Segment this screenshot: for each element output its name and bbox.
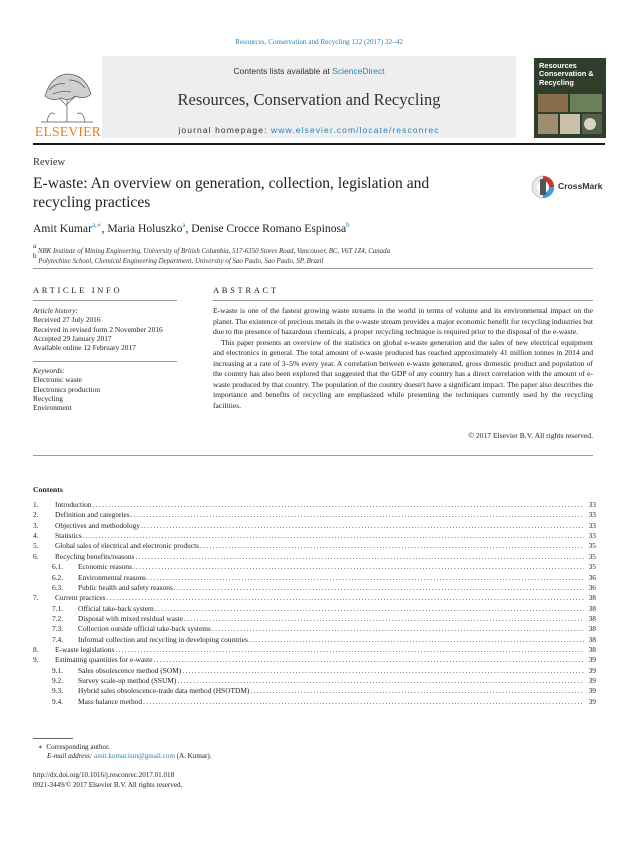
toc-leader-dots: [143, 697, 584, 707]
toc-entry-title: Current practices: [55, 593, 106, 603]
toc-entry-page: 39: [588, 696, 596, 706]
toc-entry[interactable]: [33, 645, 596, 655]
article-history-label: Article history:: [33, 306, 78, 315]
keyword: Electronic waste: [33, 375, 83, 385]
toc-entry-title: Collection outside official take-back systems: [78, 624, 211, 634]
journal-cover-thumbnail[interactable]: [534, 58, 606, 138]
toc-entry-number: 2.: [33, 510, 39, 520]
toc-entry-number: 4.: [33, 531, 39, 541]
keywords-label: Keywords:: [33, 366, 65, 375]
toc-leader-dots: [184, 614, 584, 624]
toc-entry-page: 33: [588, 500, 596, 509]
footnote-divider: [33, 738, 73, 739]
article-type: Review: [33, 157, 66, 168]
toc-entry-title: E-waste legislations: [55, 645, 115, 655]
toc-entry[interactable]: [33, 635, 596, 645]
keyword: Environment: [33, 403, 72, 413]
toc-entry-number: 7.3.: [52, 624, 64, 634]
toc-leader-dots: [133, 562, 584, 572]
affiliation-text: Polytechinc School, Chemical Engineering Department, University of Sao Paulo, Sao Paulo, SP, Brazil: [38, 258, 324, 265]
article-title-line2: recycling practices: [33, 194, 151, 211]
toc-entry-page: 38: [588, 645, 596, 655]
cover-title-line3: Recycling: [539, 77, 574, 87]
toc-entry-title: Objectives and methodology: [55, 520, 140, 530]
toc-leader-dots: [107, 593, 584, 603]
toc-entry[interactable]: [33, 562, 596, 572]
toc-entry-title: Hybrid sales obsolescence-trade data method (HSOTDM): [78, 686, 250, 696]
toc-entry-title: Recycling benefits/reasons: [55, 551, 135, 561]
toc-leader-dots: [147, 573, 584, 583]
author-list: [33, 221, 350, 235]
author-affiliation-marker[interactable]: b: [346, 221, 350, 229]
toc-entry-page: 33: [588, 531, 596, 541]
toc-entry-page: 38: [588, 624, 596, 634]
toc-leader-dots: [135, 552, 584, 562]
abstract-copyright: © 2017 Elsevier B.V. All rights reserved.: [468, 431, 593, 440]
publisher-name: ELSEVIER: [34, 124, 102, 139]
email-label: E-mail address:: [47, 752, 93, 760]
toc-entry-number: 9.1.: [52, 665, 64, 675]
article-info-heading: ARTICLE INFO: [33, 285, 123, 295]
toc-entry[interactable]: [33, 593, 596, 603]
toc-leader-dots: [177, 676, 584, 686]
toc-entry[interactable]: [33, 697, 596, 707]
toc-leader-dots: [83, 531, 584, 541]
journal-homepage: [102, 125, 516, 135]
abstract-paragraph: This paper presents an overview of the statistics on global e-waste generation and the sales of new electrical equipment and electronics in general. The total amount of e-waste produced has reached approximately 41 million tonnes in 2014 and increasing at a rate of 3–5% every year. A correlation between e-waste generated, gross domestic product and population of the country has also been explored that suggested that the GDP of any country has a direct correlation with the amount of e-waste produced by that country. The population of the country doesn't have a significant impact. The paper also describes the importance and benefits of recycling are emphasized while presenting the techniques currently used by the recycling facilities.: [213, 337, 593, 410]
article-history: [33, 306, 203, 352]
toc-entry-title: Survey scale-up method (SSUM): [78, 676, 177, 686]
history-entry: Available online 12 February 2017: [33, 343, 136, 353]
affiliation-label: b: [33, 252, 37, 260]
toc-leader-dots: [212, 624, 584, 634]
article-title-line1: E-waste: An overview on generation, collection, legislation and: [33, 175, 430, 192]
cover-image: [538, 94, 602, 134]
toc-entry[interactable]: [33, 531, 596, 541]
email-note: [47, 752, 212, 760]
toc-entry[interactable]: [33, 614, 596, 624]
article-title: [33, 174, 503, 212]
sciencedirect-link[interactable]: ScienceDirect: [332, 66, 385, 76]
abstract-paragraph: E-waste is one of the fastest growing waste streams in the world in terms of volume and its environmental impact on the planet. The existence of precious metals in the e-waste stream provides a major economic benefit for recycling industries but due to the presence of hazardous chemicals, a proper recycling technique is required prior to the disposal of the e-waste.: [213, 306, 593, 336]
toc-entry-title: Statistics: [55, 531, 82, 541]
abstract-bottom-divider: [33, 455, 593, 456]
keyword: Recycling: [33, 393, 63, 403]
affiliation-b: [33, 252, 323, 265]
journal-title: Resources, Conservation and Recycling: [177, 90, 441, 109]
toc-entry-page: 38: [588, 603, 596, 613]
toc-entry[interactable]: [33, 552, 596, 562]
toc-entry-title: Official take-back system: [78, 603, 154, 613]
toc-entry-page: 36: [588, 572, 596, 582]
toc-entry[interactable]: [33, 541, 596, 551]
author-separator: ,: [185, 222, 192, 235]
toc-leader-dots: [174, 583, 584, 593]
toc-leader-dots: [200, 541, 584, 551]
author-email-link[interactable]: amit.kumar.ism@gmail.com: [94, 752, 175, 760]
toc-entry-page: 33: [588, 510, 596, 520]
homepage-prefix: journal homepage:: [178, 125, 271, 135]
toc-entry-page: 36: [588, 582, 596, 592]
cover-title: [539, 62, 601, 87]
toc-entry-title: Global sales of electrical and electronic products: [55, 541, 200, 551]
toc-entry[interactable]: [33, 624, 596, 634]
keywords-divider: [33, 361, 177, 362]
toc-leader-dots: [115, 645, 584, 655]
toc-entry-page: 39: [588, 665, 596, 675]
toc-entry-number: 1.: [33, 500, 39, 509]
toc-entry-page: 33: [588, 520, 596, 530]
author-affiliation-marker[interactable]: a,∗: [91, 221, 102, 229]
toc-entry-number: 9.4.: [52, 696, 64, 706]
affiliation-divider: [33, 268, 593, 269]
toc-leader-dots: [249, 635, 584, 645]
toc-entry-title: Sales obsolescence method (SOM): [78, 665, 182, 675]
toc-entry-title: Public health and safety reasons: [78, 582, 173, 592]
affiliation-label: a: [33, 242, 37, 250]
toc-entry-page: 35: [588, 551, 596, 561]
toc-leader-dots: [93, 500, 584, 510]
toc-entry-number: 7.1.: [52, 603, 64, 613]
history-entry: Accepted 29 January 2017: [33, 333, 112, 343]
toc-entry-number: 9.3.: [52, 686, 64, 696]
toc-entry-number: 9.: [33, 655, 39, 665]
email-owner: (A. Kumar).: [176, 752, 212, 760]
abstract-divider: [213, 300, 593, 301]
toc-entry-number: 6.3.: [52, 582, 64, 592]
keywords-block: [33, 366, 203, 412]
article-info-divider: [33, 300, 177, 301]
toc-entry-title: Economic reasons: [78, 562, 132, 572]
toc-leader-dots: [250, 686, 584, 696]
crossmark-label: CrossMark: [558, 181, 603, 191]
toc-entry-number: 8.: [33, 645, 39, 655]
crossmark-icon: [531, 175, 555, 199]
toc-entry[interactable]: [33, 666, 596, 676]
table-of-contents: [33, 500, 596, 707]
author-name[interactable]: Maria Holuszko: [107, 222, 183, 235]
toc-entry[interactable]: [33, 676, 596, 686]
cover-title-line2: Conservation &: [539, 69, 594, 79]
toc-leader-dots: [131, 510, 584, 520]
issn-line: 0921-3449/© 2017 Elsevier B.V. All rights reserved.: [33, 781, 183, 789]
toc-entry-number: 6.2.: [52, 572, 64, 582]
toc-entry-title: Introduction: [55, 500, 92, 509]
toc-entry-title: Disposal with mixed residual waste: [78, 613, 184, 623]
toc-entry[interactable]: [33, 500, 596, 510]
toc-entry[interactable]: [33, 573, 596, 583]
toc-entry-page: 38: [588, 593, 596, 603]
toc-entry[interactable]: [33, 510, 596, 520]
toc-entry[interactable]: [33, 686, 596, 696]
toc-entry-page: 39: [588, 655, 596, 665]
toc-entry-title: Definition and categories: [55, 510, 130, 520]
toc-entry-title: Estimating quantities for e-waste: [55, 655, 153, 665]
toc-leader-dots: [182, 666, 584, 676]
corresponding-marker: ∗: [38, 743, 43, 751]
toc-entry[interactable]: [33, 604, 596, 614]
toc-entry-number: 7.: [33, 593, 39, 603]
toc-entry[interactable]: [33, 583, 596, 593]
author-affiliation-marker[interactable]: a: [182, 221, 186, 229]
toc-entry-page: 35: [588, 541, 596, 551]
contents-prefix: Contents lists available at: [233, 66, 333, 76]
toc-entry-number: 6.: [33, 551, 39, 561]
author-name[interactable]: Denise Crocce Romano Espinosa: [191, 222, 347, 235]
header-divider: [33, 143, 605, 145]
history-entry: Received 27 July 2016: [33, 315, 101, 325]
corresponding-author-note: [38, 742, 110, 751]
toc-entry[interactable]: [33, 521, 596, 531]
toc-entry-number: 9.2.: [52, 676, 64, 686]
corresponding-label: Corresponding author.: [46, 743, 110, 751]
toc-entry-number: 6.1.: [52, 562, 64, 572]
abstract-body: [213, 306, 593, 411]
toc-entry-page: 39: [588, 686, 596, 696]
toc-entry-title: Environmental reasons: [78, 572, 146, 582]
toc-entry-page: 35: [588, 562, 596, 572]
journal-reference[interactable]: Resources, Conservation and Recycling 122 (2017) 32–42: [235, 38, 403, 46]
affiliation-text: NBK Institute of Mining Engineering, University of British Columbia, 517-6350 Stores Road, Vancouver, BC, V6T 1Z4, Canada: [37, 248, 391, 255]
toc-entry-number: 7.4.: [52, 634, 64, 644]
toc-entry-page: 38: [588, 634, 596, 644]
toc-entry-number: 3.: [33, 520, 39, 530]
abstract-heading: ABSTRACT: [213, 285, 279, 295]
author-name[interactable]: Amit Kumar: [33, 222, 92, 235]
contents-heading: Contents: [33, 485, 63, 494]
doi-link[interactable]: http://dx.doi.org/10.1016/j.resconrec.2017.01.018: [33, 771, 175, 779]
history-entry: Received in revised form 2 November 2016: [33, 324, 163, 334]
toc-entry-title: Informal collection and recycling in developing countries: [78, 634, 248, 644]
cover-title-line1: Resources: [539, 61, 577, 70]
toc-entry-title: Mass balance method: [78, 696, 143, 706]
keyword: Electronics production: [33, 384, 101, 394]
toc-entry-page: 39: [588, 676, 596, 686]
author-separator: ,: [101, 222, 108, 235]
toc-entry-number: 7.2.: [52, 613, 64, 623]
crossmark-badge[interactable]: [531, 175, 611, 199]
toc-leader-dots: [155, 604, 584, 614]
toc-leader-dots: [154, 655, 585, 665]
homepage-link[interactable]: www.elsevier.com/locate/resconrec: [271, 125, 440, 135]
toc-leader-dots: [141, 521, 584, 531]
toc-entry[interactable]: [33, 655, 596, 665]
contents-available-line: [102, 66, 516, 76]
toc-entry-number: 5.: [33, 541, 39, 551]
toc-entry-page: 38: [588, 613, 596, 623]
